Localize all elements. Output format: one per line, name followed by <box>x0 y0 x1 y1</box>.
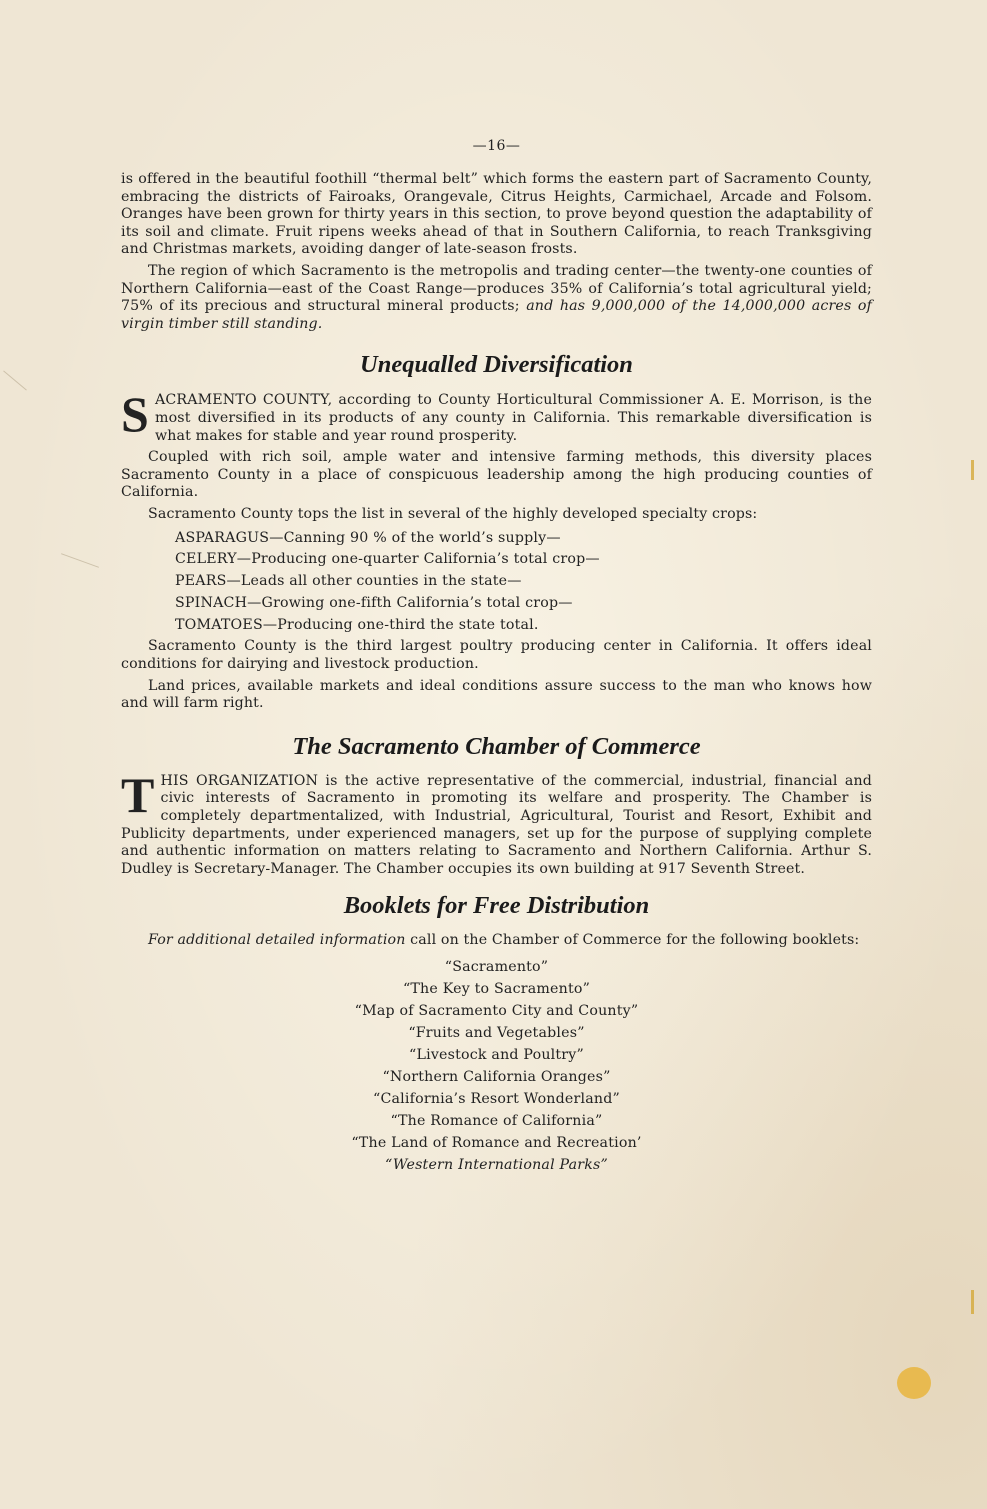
chamber-paragraph <box>121 766 872 879</box>
paper-scratch <box>3 370 27 390</box>
chamber-heading: The Sacramento Chamber of Commerce <box>292 732 701 760</box>
diversification-paragraph-5: Land prices, available markets and ideal conditions assure success to the man who knows how and will farm right. <box>121 677 872 712</box>
booklets-intro <box>121 932 872 950</box>
diversification-paragraph-2: Coupled with rich soil, ample water and intensive farming methods, this diversity places Sacramento County in a place of conspicuous leadership among the high producing counties of California. <box>121 449 872 501</box>
document-page <box>121 138 872 1176</box>
diversification-dropcap: S <box>121 386 149 443</box>
booklets-intro-text: call on the Chamber of Commerce for the following booklets: <box>405 932 860 949</box>
intro-paragraph-1: is offered in the beautiful foothill “thermal belt” which forms the eastern part of Sacramento County, embracing the districts of Fairoaks, Orangevale, Citrus Heights, Carmichael, Arcade and Folsom. Oranges have been grown for thirty years in this section, to prove beyond question the adaptability of its soil and climate. Fruit ripens weeks ahead of that in Southern California, to reach Tranksgiving and Christmas markets, avoiding danger of late-season frosts. <box>121 171 872 258</box>
booklet-item: “The Romance of California” <box>390 1113 603 1130</box>
paper-mark <box>971 1290 974 1314</box>
paper-mark <box>971 460 974 480</box>
booklets-list <box>121 956 872 1176</box>
booklet-item: “Fruits and Vegetables” <box>408 1025 585 1042</box>
intro-paragraph-2-text: The region of which Sacramento is the metropolis and trading center—the twenty-one counties of Northern California—east of the Coast Range—produces 35% of California’s total agricultural yield; 75% of its precious and structural mineral products; <box>121 262 872 315</box>
crop-item: SPINACH—Growing one-fifth California’s total crop— <box>175 594 573 611</box>
booklet-item: “The Land of Romance and Recreation’ <box>351 1135 642 1152</box>
chamber-dropcap: T <box>121 766 155 823</box>
intro-paragraph-2 <box>121 263 872 333</box>
booklet-item: “Map of Sacramento City and County” <box>354 1003 639 1020</box>
diversification-heading: Unequalled Diversification <box>360 351 633 379</box>
page-number: —16— <box>472 138 521 154</box>
crop-item: TOMATOES—Producing one-third the state total. <box>175 616 539 633</box>
diversification-paragraph-1-text: ACRAMENTO COUNTY, according to County Horticultural Commissioner A. E. Morrison, is the most diversified in its products of any county in California. This remarkable diversification is what makes for stable and year round prosperity. <box>154 392 872 444</box>
booklets-intro-italic: For additional detailed information <box>148 932 406 949</box>
booklet-item: “Livestock and Poultry” <box>409 1047 584 1064</box>
crop-item: CELERY—Producing one-quarter California’s total crop— <box>175 551 600 568</box>
diversification-paragraph-4: Sacramento County is the third largest poultry producing center in California. It offers ideal conditions for dairying and livestock production. <box>121 638 872 673</box>
paper-stain <box>897 1367 931 1399</box>
booklet-item: “The Key to Sacramento” <box>402 981 591 998</box>
paper-scratch <box>61 553 99 568</box>
booklet-item: “Western International Parks” <box>385 1157 608 1174</box>
chamber-paragraph-text: HIS ORGANIZATION is the active representative of the commercial, industrial, financial and civic interests of Sacramento in promoting its welfare and prosperity. The Chamber is completely departmentalized, with Industrial, Agricultural, Tourist and Resort, Exhibit and Publicity departments, under experienced managers, set up for the purpose of supplying complete and authentic information on matters relating to Sacramento and Northern California. Arthur S. Dudley is Secretary-Manager. The Chamber occupies its own building at 917 Seventh Street. <box>121 772 872 877</box>
booklet-item: “Sacramento” <box>444 959 549 976</box>
diversification-paragraph-3: Sacramento County tops the list in several of the highly developed specialty crops: <box>148 505 758 522</box>
booklet-item: “California’s Resort Wonderland” <box>373 1091 620 1108</box>
diversification-paragraph-1 <box>121 386 872 445</box>
intro-paragraph-2-italic: and has 9,000,000 of the 14,000,000 acres of virgin timber still standing. <box>121 298 873 332</box>
booklet-item: “Northern California Oranges” <box>382 1069 611 1086</box>
booklets-heading: Booklets for Free Distribution <box>343 892 650 920</box>
specialty-crops-list <box>175 528 872 637</box>
crop-item: ASPARAGUS—Canning 90 % of the world’s supply— <box>175 529 561 546</box>
crop-item: PEARS—Leads all other counties in the state— <box>175 573 522 590</box>
